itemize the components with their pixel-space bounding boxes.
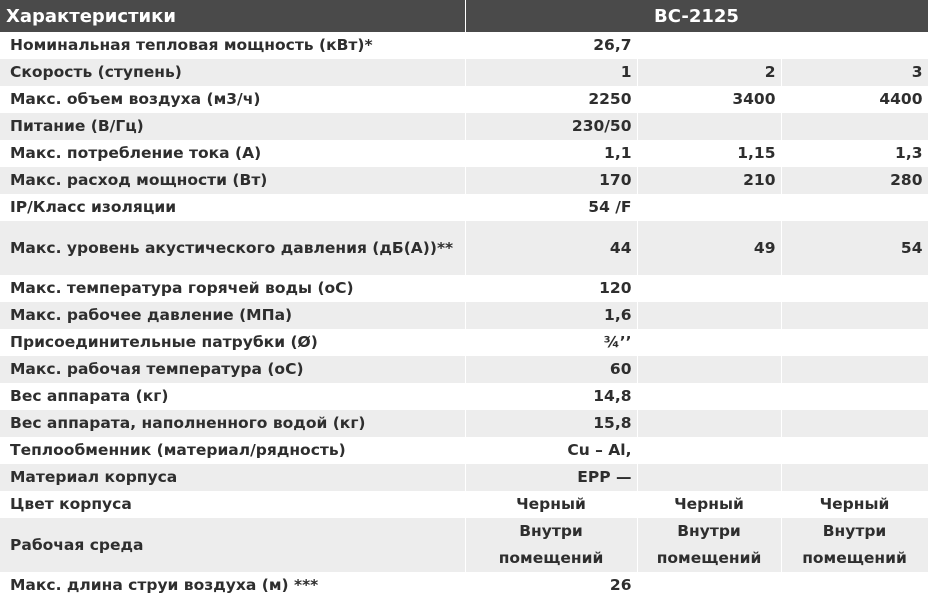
row-value-1: 15,8 [465,410,637,437]
row-label: IP/Класс изоляции [0,194,465,221]
row-label: Рабочая среда [0,518,465,572]
table-row [0,356,928,383]
row-label: Номинальная тепловая мощность (кВт)* [0,32,465,59]
row-label: Скорость (ступень) [0,59,465,86]
row-value-3 [781,194,928,221]
row-value-3 [781,32,928,59]
row-value-1: 2250 [465,86,637,113]
row-value-1: 14,8 [465,383,637,410]
table-row [0,491,928,518]
row-value-3 [781,113,928,140]
row-value-1: 60 [465,356,637,383]
row-label: Вес аппарата, наполненного водой (кг) [0,410,465,437]
row-value-3: 4400 [781,86,928,113]
row-value-2 [637,572,781,599]
row-value-1: 120 [465,275,637,302]
table-row [0,410,928,437]
table-row [0,329,928,356]
table-row [0,167,928,194]
row-value-2: Черный [637,491,781,518]
table-row [0,275,928,302]
table-row [0,437,928,464]
row-value-1: 230/50 [465,113,637,140]
table-row [0,518,928,572]
row-value-3 [781,437,928,464]
row-value-1: EPP — [465,464,637,491]
row-value-1: 1 [465,59,637,86]
header-model: BC-2125 [465,0,928,32]
row-value-3: 1,3 [781,140,928,167]
table-row [0,32,928,59]
row-value-3 [781,275,928,302]
row-value-2 [637,383,781,410]
row-value-2 [637,275,781,302]
row-value-1: 170 [465,167,637,194]
row-value-3 [781,410,928,437]
row-label: Цвет корпуса [0,491,465,518]
row-value-1: 26,7 [465,32,637,59]
row-value-3: Черный [781,491,928,518]
row-value-3 [781,572,928,599]
table-row [0,194,928,221]
row-value-3 [781,383,928,410]
row-value-1: Cu – Al, [465,437,637,464]
row-value-1: 44 [465,221,637,275]
table-row [0,464,928,491]
row-value-2: 3400 [637,86,781,113]
row-value-1: 54 /F [465,194,637,221]
row-label: Вес аппарата (кг) [0,383,465,410]
row-value-2 [637,194,781,221]
table-row [0,113,928,140]
row-label: Макс. объем воздуха (м3/ч) [0,86,465,113]
row-value-3: Внутри помещений [781,518,928,572]
row-value-2 [637,32,781,59]
row-value-2: 210 [637,167,781,194]
header-label: Характеристики [0,0,465,32]
row-value-2: Внутри помещений [637,518,781,572]
row-label: Макс. температура горячей воды (оС) [0,275,465,302]
row-value-1: ¾’’ [465,329,637,356]
table-row [0,59,928,86]
table-row [0,572,928,599]
row-label: Теплообменник (материал/рядность) [0,437,465,464]
table-row [0,221,928,275]
row-value-3: 54 [781,221,928,275]
row-value-2 [637,113,781,140]
row-value-2 [637,356,781,383]
row-value-2 [637,464,781,491]
row-value-3 [781,302,928,329]
row-value-1: 26 [465,572,637,599]
row-value-1: 1,1 [465,140,637,167]
row-value-2 [637,329,781,356]
row-value-2 [637,437,781,464]
row-label: Питание (В/Гц) [0,113,465,140]
row-value-3 [781,329,928,356]
row-value-1: Черный [465,491,637,518]
row-label: Макс. длина струи воздуха (м) *** [0,572,465,599]
table-row [0,383,928,410]
row-value-3 [781,464,928,491]
row-value-3: 3 [781,59,928,86]
row-label: Материал корпуса [0,464,465,491]
row-label: Макс. рабочее давление (МПа) [0,302,465,329]
row-label: Макс. уровень акустического давления (дБ(А))** [0,221,465,275]
row-label: Макс. рабочая температура (оС) [0,356,465,383]
table-row [0,140,928,167]
row-value-3 [781,356,928,383]
row-value-2 [637,302,781,329]
row-value-2 [637,410,781,437]
row-label: Макс. потребление тока (А) [0,140,465,167]
row-value-1: Внутри помещений [465,518,637,572]
header-row [0,0,928,32]
row-value-3: 280 [781,167,928,194]
row-label: Присоединительные патрубки (Ø) [0,329,465,356]
row-value-2: 2 [637,59,781,86]
row-value-2: 49 [637,221,781,275]
table-row [0,86,928,113]
row-value-2: 1,15 [637,140,781,167]
row-value-1: 1,6 [465,302,637,329]
table-row [0,302,928,329]
row-label: Макс. расход мощности (Вт) [0,167,465,194]
